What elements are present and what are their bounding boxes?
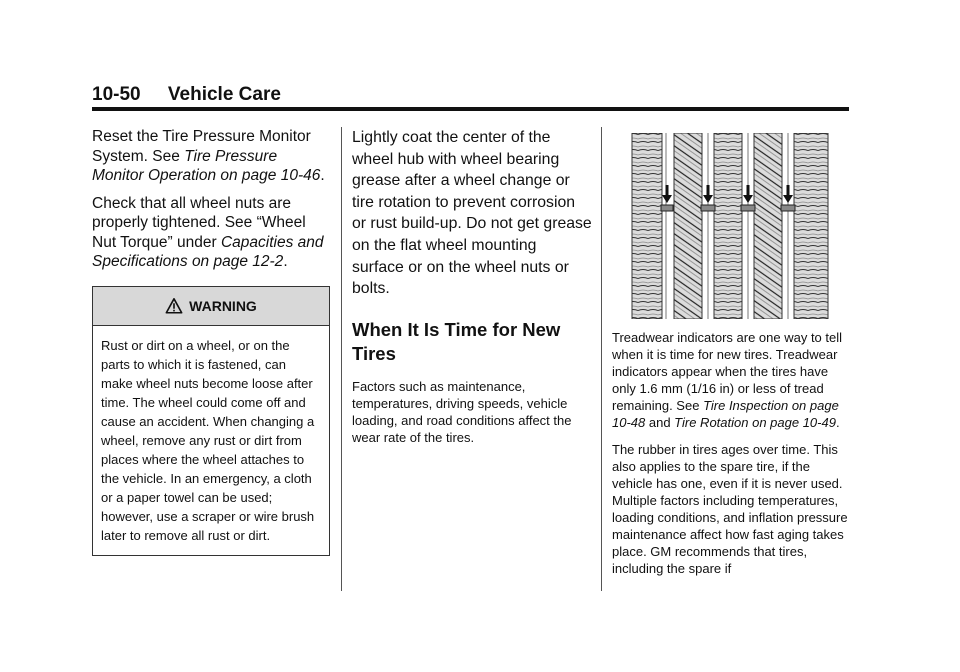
column-divider-2: [601, 127, 602, 591]
tire-rotation-link[interactable]: Tire Rotation on page 10-49: [674, 415, 836, 430]
new-tires-heading: When It Is Time for New Tires: [352, 318, 561, 364]
page-number: 10-50: [92, 84, 141, 105]
warning-box: [92, 286, 330, 556]
warning-title: WARNING: [189, 297, 257, 314]
column-right: [612, 133, 852, 587]
treadwear-indicators-illustration: [628, 133, 848, 319]
warning-header: [93, 287, 329, 326]
column-middle: [352, 127, 592, 456]
treadwear-paragraph: Treadwear indicators are one way to tell when it is time for new tires. Treadwear indicators appear when the tires have only 1.6 mm (1/16 in) or less of tread remaining. See Tire Inspection on page 10-48 and Tire Rotation on page 10-49.: [612, 330, 843, 430]
page-header: [92, 84, 281, 106]
column-left: [92, 127, 332, 556]
reset-tpms-paragraph: Reset the Tire Pressure Monitor System. See Tire Pressure Monitor Operation on page 10-46.: [92, 128, 325, 184]
warning-triangle-icon: [165, 297, 183, 315]
tpms-link[interactable]: Tire Pressure Monitor Operation on page 10-46: [92, 147, 321, 184]
wheel-nuts-paragraph: Check that all wheel nuts are properly tightened. See “Wheel Nut Torque” under Capacities and Specifications on page 12-2.: [92, 194, 324, 270]
section-title: Vehicle Care: [167, 84, 281, 105]
wear-factors-paragraph: Factors such as maintenance, temperatures, driving speeds, vehicle loading, and road conditions affect the wear rate of the tires.: [352, 378, 572, 445]
warning-text: Rust or dirt on a wheel, or on the parts to which it is fastened, can make wheel nuts become loose after time. The wheel could come off and cause an accident. When changing a wheel, remove any rust or dirt from places where the wheel attaches to the vehicle. In an emergency, a cloth or a paper towel can be used; however, use a scraper or wire brush later to remove all rust or dirt.: [101, 337, 315, 543]
capacities-link[interactable]: Capacities and Specifications on page 12-2: [92, 233, 324, 270]
column-divider-1: [341, 127, 342, 591]
tire-inspection-link[interactable]: Tire Inspection on page 10-48: [612, 398, 839, 430]
header-rule: [92, 107, 849, 111]
tire-aging-paragraph: The rubber in tires ages over time. This also applies to the spare tire, if the vehicle has one, even if it is never used. Multiple factors including temperatures, loading conditions, and inflation pressure maintenance affect how fast aging takes place. GM recommends that tires, including the spare if: [612, 442, 848, 576]
wheel-hub-paragraph: Lightly coat the center of the wheel hub with wheel bearing grease after a wheel change or tire rotation to prevent corrosion or rust build-up. Do not get grease on the flat wheel mounting surface or on the wheel nuts or bolts.: [352, 129, 592, 298]
